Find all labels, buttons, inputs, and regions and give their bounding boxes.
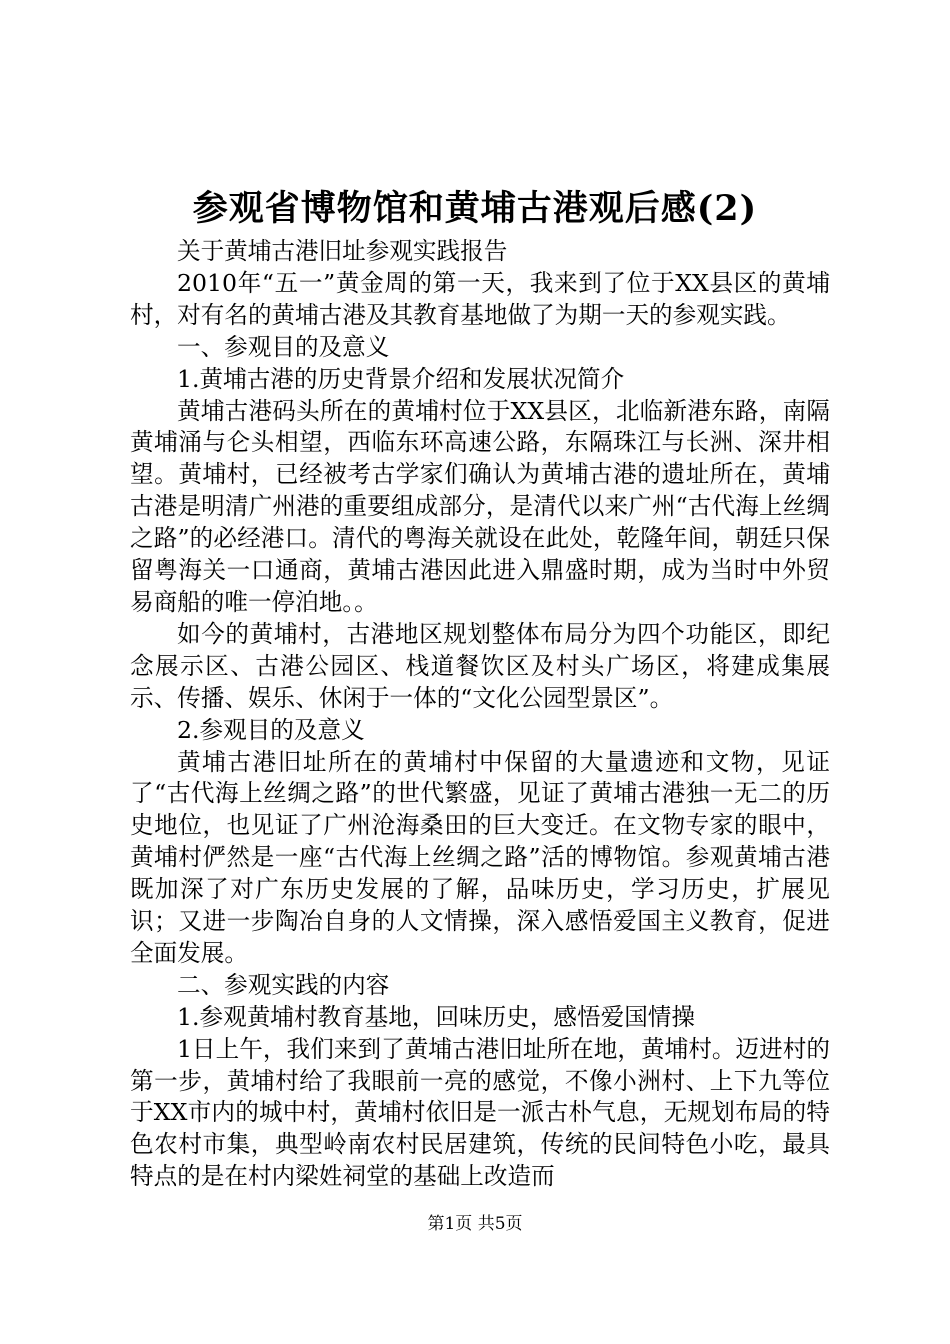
section-heading-1: 一、参观目的及意义 <box>177 332 390 361</box>
section-heading-2: 二、参观实践的内容 <box>177 970 390 999</box>
document-body <box>130 236 830 1193</box>
subsection-heading-2-1: 1.参观黄埔村教育基地，回味历史，感悟爱国情操 <box>177 1002 695 1031</box>
history-paragraph: 黄埔古港码头所在的黄埔村位于XX县区，北临新港东路，南隔黄埔涌与仑头相望，西临东环高速公路，东隔珠江与长洲、深井相望。黄埔村，已经被考古学家们确认为黄埔古港的遗址所在，黄埔古港是明清广州港的重要组成部分，是清代以来广州“古代海上丝绸之路”的必经港口。清代的粤海关就设在此处，乾隆年间，朝廷只保留粤海关一口通商，黄埔古港因此进入鼎盛时期，成为当时中外贸易商船的唯一停泊地。。 <box>130 396 830 616</box>
subsection-heading-1-1: 1.黄埔古港的历史背景介绍和发展状况简介 <box>177 364 625 393</box>
intro-paragraph: 2010年“五一”黄金周的第一天，我来到了位于XX县区的黄埔村，对有名的黄埔古港及其教育基地做了为期一天的参观实践。 <box>130 268 830 329</box>
subsection-heading-1-2: 2.参观目的及意义 <box>177 715 365 744</box>
significance-paragraph: 黄埔古港旧址所在的黄埔村中保留的大量遗迹和文物，见证了“古代海上丝绸之路”的世代繁盛，见证了黄埔古港独一无二的历史地位，也见证了广州沧海桑田的巨大变迁。在文物专家的眼中，黄埔村俨然是一座“古代海上丝绸之路”活的博物馆。参观黄埔古港既加深了对广东历史发展的了解，品味历史，学习历史，扩展见识；又进一步陶冶自身的人文情操，深入感悟爱国主义教育，促进全面发展。 <box>130 747 830 967</box>
planning-paragraph: 如今的黄埔村，古港地区规划整体布局分为四个功能区，即纪念展示区、古港公园区、栈道餐饮区及村头广场区，将建成集展示、传播、娱乐、休闲于一体的“文化公园型景区”。 <box>130 619 830 712</box>
report-subtitle: 关于黄埔古港旧址参观实践报告 <box>177 237 508 265</box>
page-footer: 第1页 共5页 <box>427 1214 523 1234</box>
visit-paragraph: 1日上午，我们来到了黄埔古港旧址所在地，黄埔村。迈进村的第一步，黄埔村给了我眼前一亮的感觉，不像小洲村、上下九等位于XX市内的城中村，黄埔村依旧是一派古朴气息，无规划布局的特色农村市集，典型岭南农村民居建筑，传统的民间特色小吃，最具特点的是在村内梁姓祠堂的基础上改造而 <box>130 1034 830 1191</box>
document-title: 参观省博物馆和黄埔古港观后感(2) <box>192 188 758 229</box>
